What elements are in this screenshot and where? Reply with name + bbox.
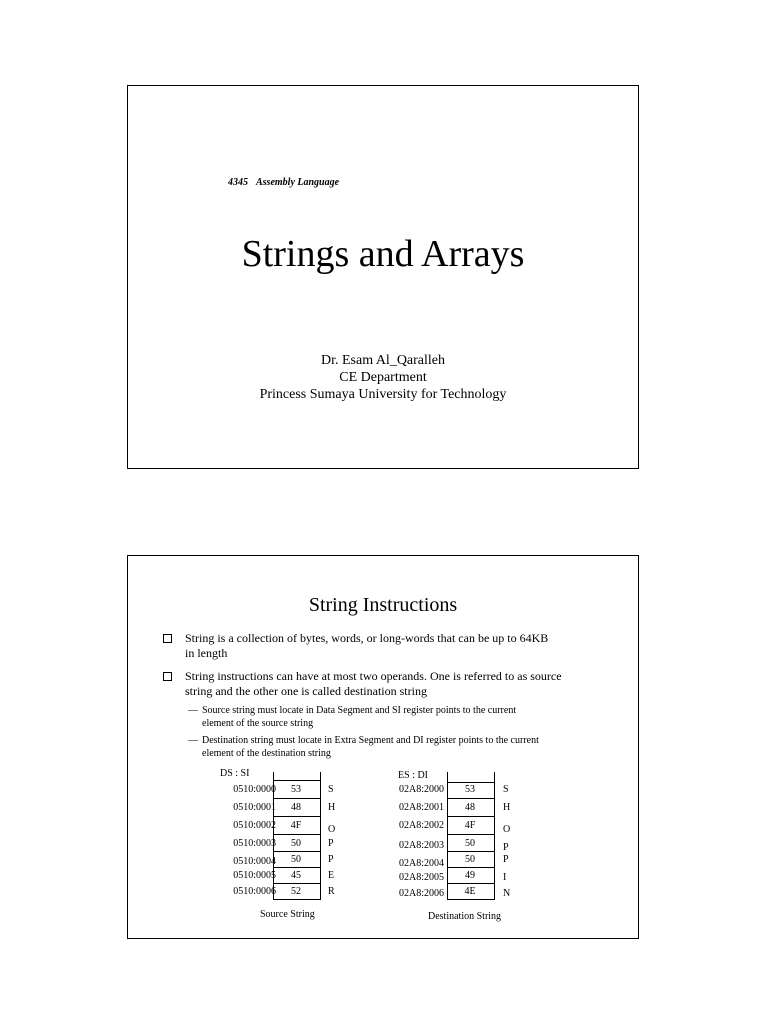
author-university: Princess Sumaya University for Technology (259, 387, 507, 402)
table-divider (447, 782, 495, 783)
memory-value: 4F (464, 820, 476, 831)
memory-address: 02A8:2000 (399, 784, 444, 795)
table-divider (447, 798, 495, 799)
memory-char: O (503, 824, 511, 835)
checkbox-bullet-icon (163, 634, 172, 643)
slide-title-heading: Strings and Arrays (241, 233, 525, 275)
memory-address: 02A8:2002 (399, 820, 444, 831)
memory-address: 0510:0006 (233, 886, 276, 897)
checkbox-bullet-icon (163, 672, 172, 681)
dash-icon: — (188, 735, 198, 746)
memory-value: 50 (465, 838, 475, 849)
table-divider (447, 851, 495, 852)
memory-char: S (328, 784, 334, 795)
memory-address: 02A8:2006 (399, 888, 444, 899)
memory-address: 02A8:2003 (399, 840, 444, 851)
table-right-border (320, 772, 321, 900)
memory-char: N (503, 888, 511, 899)
table-divider (273, 851, 321, 852)
sub-bullet-line: element of the source string (202, 718, 314, 729)
memory-value: 50 (291, 854, 301, 865)
table-divider (447, 816, 495, 817)
table-divider (447, 867, 495, 868)
memory-char: P (328, 854, 334, 865)
memory-char: P (328, 838, 334, 849)
destination-memory-table (392, 770, 522, 930)
memory-address: 0510:0000 (233, 784, 276, 795)
memory-char: P (503, 842, 509, 853)
memory-address: 02A8:2001 (399, 802, 444, 813)
table-divider (273, 867, 321, 868)
memory-char: S (503, 784, 509, 795)
source-segment-header: DS : SI (220, 768, 250, 779)
author-name: Dr. Esam Al_Qaralleh (320, 353, 446, 368)
slide-title (127, 85, 639, 469)
memory-value: 50 (465, 854, 475, 865)
memory-value: 4F (290, 820, 302, 831)
sub-bullet-line: Destination string must locate in Extra Segment and DI register points to the current (202, 735, 539, 746)
memory-address: 0510:0001 (233, 802, 276, 813)
memory-char: P (503, 854, 509, 865)
memory-address: 0510:0002 (233, 820, 276, 831)
memory-char: I (503, 872, 507, 883)
table-divider (273, 798, 321, 799)
table-divider (273, 834, 321, 835)
memory-address: 0510:0003 (233, 838, 276, 849)
bullet-item (163, 631, 603, 661)
bullet-line: in length (185, 646, 228, 660)
table-divider (273, 816, 321, 817)
memory-char: E (328, 870, 335, 881)
memory-address: 0510:0004 (233, 856, 276, 867)
memory-value: 50 (291, 838, 301, 849)
memory-value: 52 (291, 886, 301, 897)
destination-caption: Destination String (428, 911, 502, 922)
slide-string-instructions (127, 555, 639, 939)
bullet-line: String instructions can have at most two operands. One is referred to as source (185, 669, 562, 683)
memory-value: 53 (465, 784, 475, 795)
memory-value: 49 (465, 870, 475, 881)
memory-value: 45 (291, 870, 301, 881)
memory-value: 53 (291, 784, 301, 795)
memory-char: R (328, 886, 335, 897)
table-right-border (494, 772, 495, 900)
bullet-line: String is a collection of bytes, words, or long-words that can be up to 64KB (185, 631, 549, 645)
memory-address: 02A8:2005 (399, 872, 444, 883)
course-name: Assembly Language (256, 177, 340, 188)
slide-heading: String Instructions (308, 594, 458, 616)
table-divider (447, 883, 495, 884)
memory-value: 48 (291, 802, 301, 813)
author-block (128, 352, 638, 403)
sub-bullet-line: element of the destination string (202, 748, 331, 759)
table-divider (273, 899, 321, 900)
course-code: 4345 (228, 177, 248, 188)
table-left-border (447, 772, 448, 900)
sub-bullet-line: Source string must locate in Data Segment and SI register points to the current (202, 705, 517, 716)
destination-segment-header: ES : DI (398, 770, 428, 781)
table-divider (447, 899, 495, 900)
memory-char: O (328, 824, 336, 835)
author-department: CE Department (339, 370, 427, 385)
source-memory-table (216, 768, 336, 928)
memory-char: H (328, 802, 336, 813)
memory-address: 02A8:2004 (399, 858, 444, 869)
source-caption: Source String (260, 909, 315, 920)
memory-value: 48 (465, 802, 475, 813)
table-divider (273, 883, 321, 884)
memory-value: 4E (464, 886, 476, 897)
memory-char: H (503, 802, 511, 813)
bullet-line: string and the other one is called destination string (185, 684, 427, 698)
course-label (228, 177, 347, 188)
sub-bullet-item (188, 704, 608, 730)
dash-icon: — (188, 705, 198, 716)
sub-bullet-item (188, 734, 608, 760)
bullet-item (163, 669, 603, 699)
table-divider (273, 780, 321, 781)
memory-address: 0510:0005 (233, 870, 276, 881)
table-divider (447, 834, 495, 835)
